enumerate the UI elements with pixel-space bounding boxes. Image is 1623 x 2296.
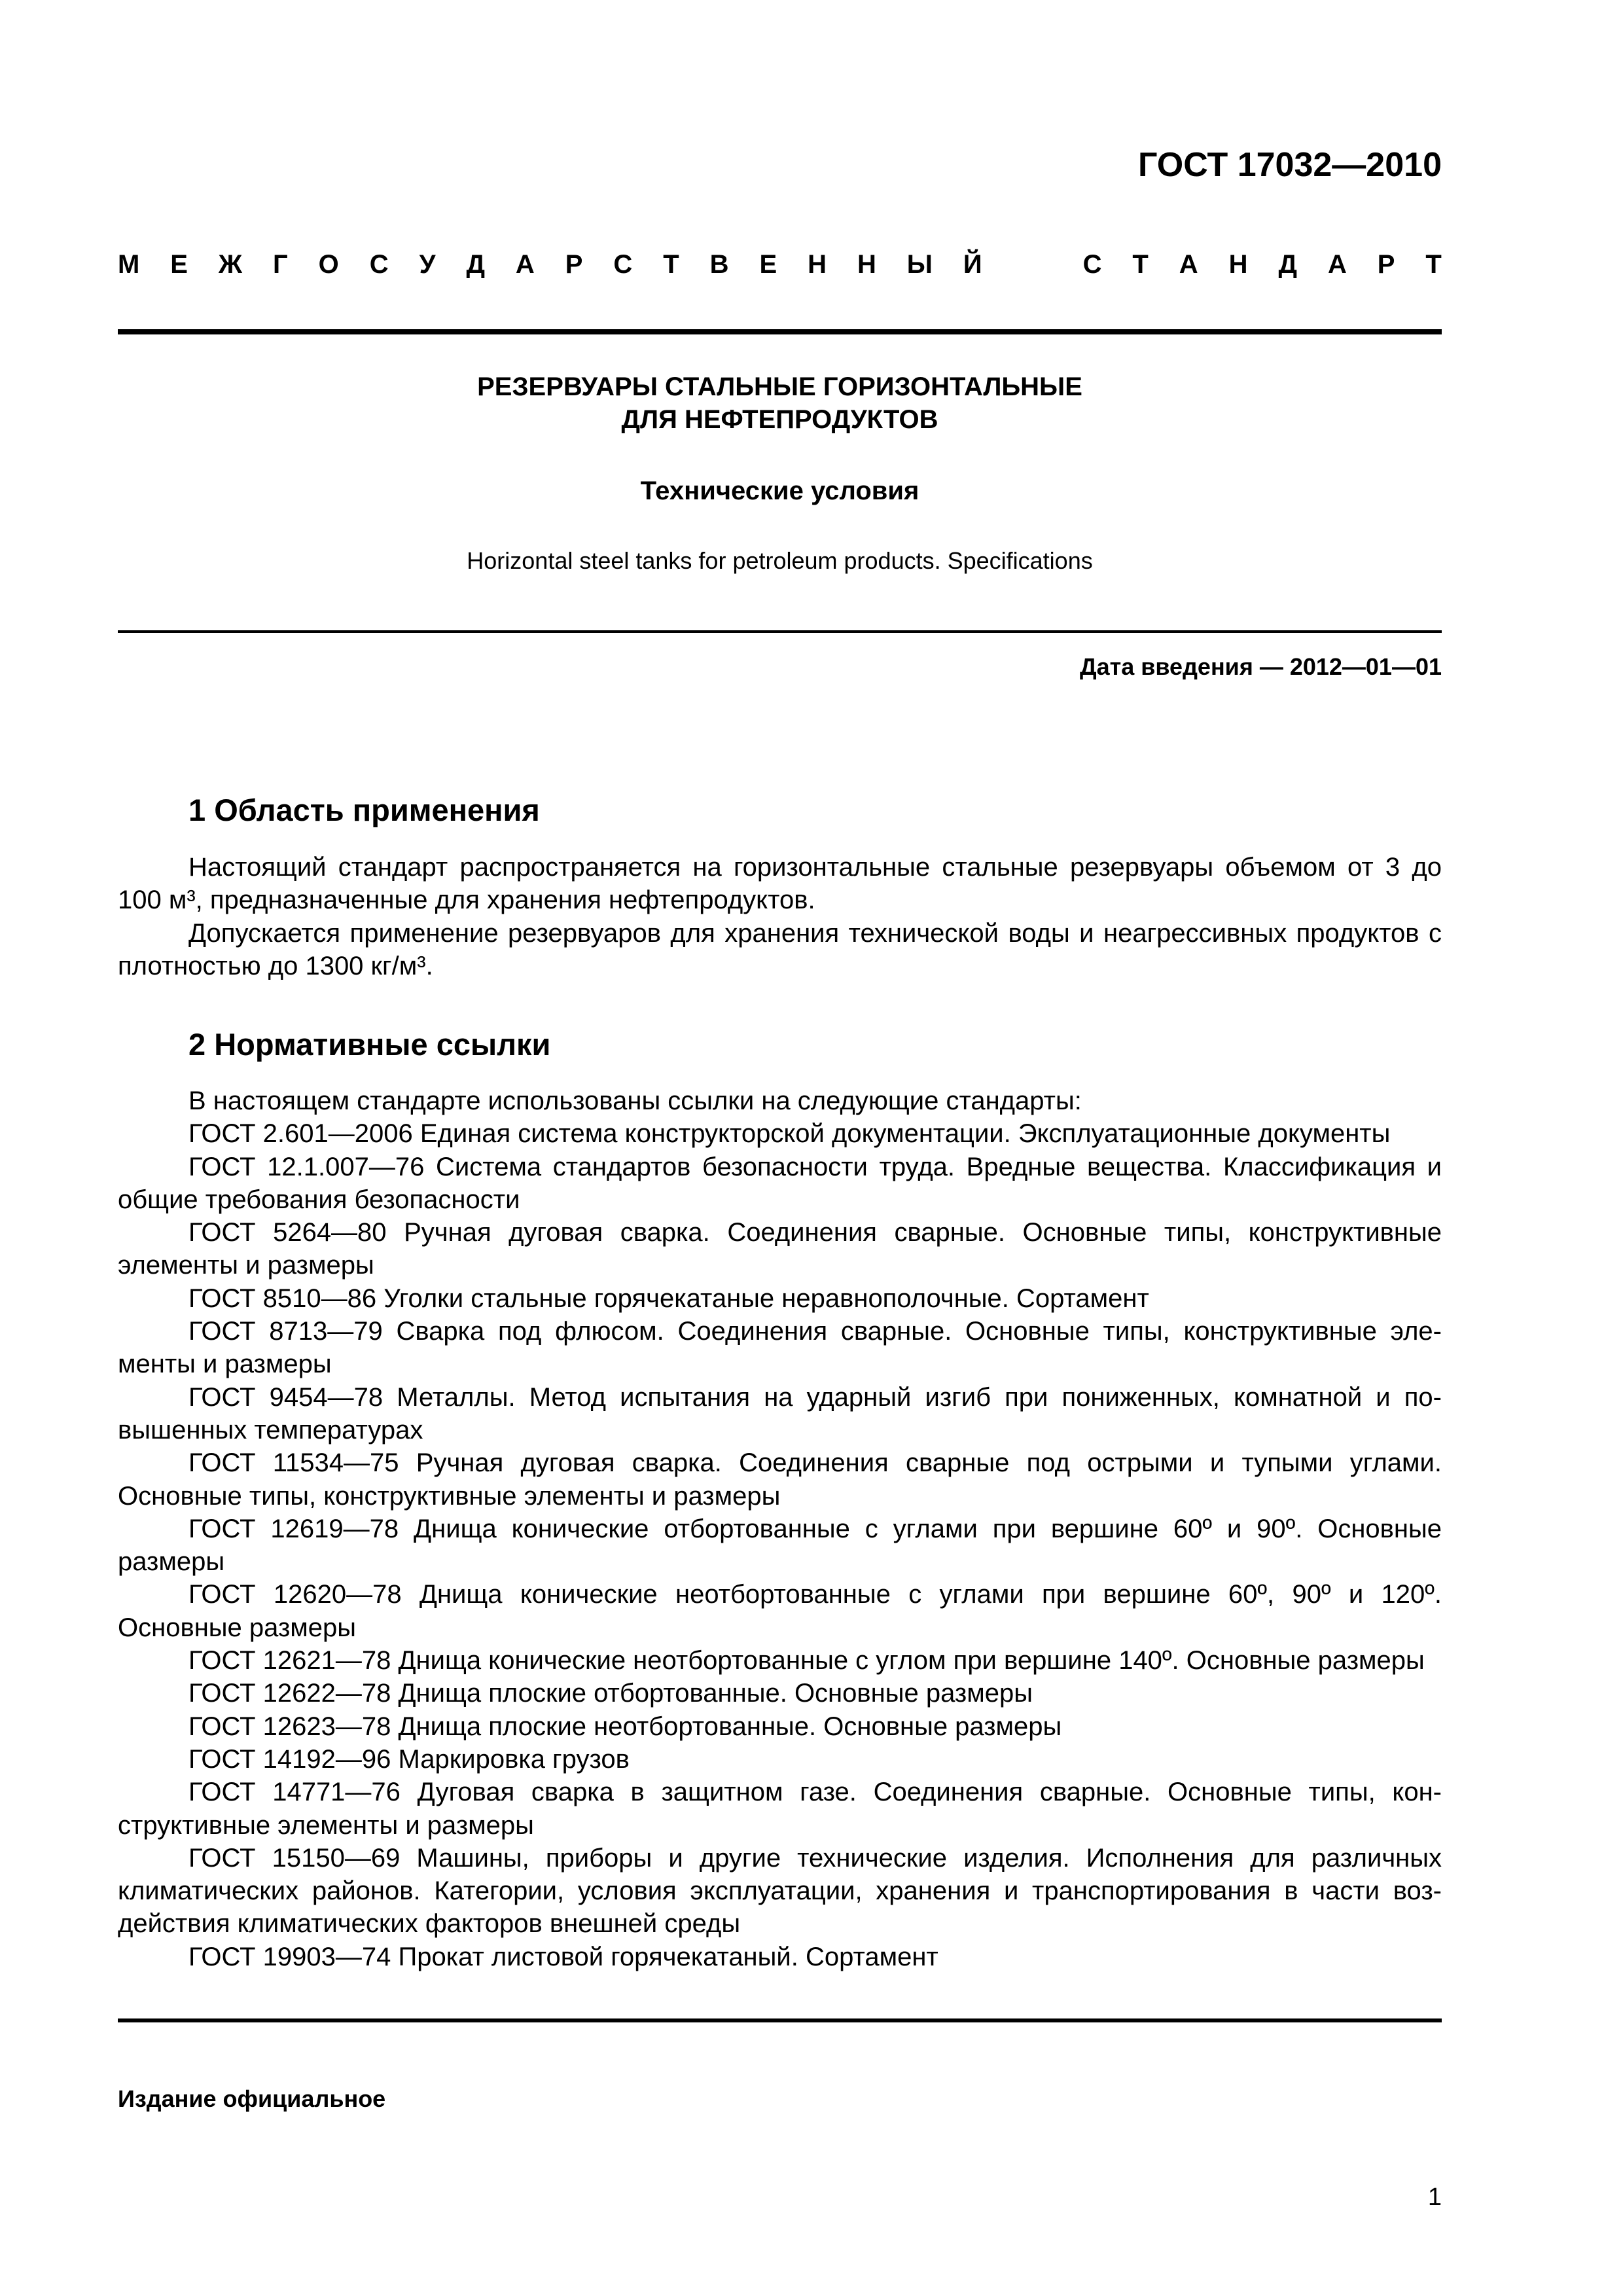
interstate-letter: О [318,250,339,279]
reference-item: ГОСТ 12621—78 Днища конические неотбортованные с углом при вершине 140º. Основные размеры [188,1646,1425,1676]
official-edition-label: Издание официальное [118,2085,386,2112]
interstate-letter: Д [466,250,485,279]
interstate-letter: А [1327,250,1347,279]
document-subtitle: Технические условия [640,476,919,505]
interstate-letter: Й [963,250,982,279]
interstate-letter: Т [1425,250,1442,279]
interstate-letter: Т [663,250,679,279]
footer-divider [118,2018,1442,2022]
document-title [118,370,1442,436]
introduction-date: Дата введения — 2012—01—01 [1079,653,1442,680]
reference-item: ГОСТ 12622—78 Днища плоские отбортованные. Основные размеры [188,1679,1033,1708]
reference-item: ГОСТ 2.601—2006 Единая система конструкторской документации. Эксплуатационные документы [188,1119,1391,1149]
section-1-body [118,851,1442,982]
references-intro: В настоящем стандарте использованы ссылки на следующие стандарты: [188,1086,1082,1115]
interstate-letter: Е [170,250,188,279]
reference-item: ГОСТ 9454—78 Металлы. Метод испытания на ударный изгиб при пониженных, комнатной и повышенных температурах [118,1382,1442,1444]
reference-item: ГОСТ 14771—76 Дуговая сварка в защитном газе. Соединения сварные. Основные типы, конструктивные элементы и размеры [118,1778,1442,1840]
interstate-letter: Т [1132,250,1149,279]
interstate-letter: Е [759,250,777,279]
interstate-letter: М [118,250,140,279]
interstate-letter: Н [808,250,827,279]
section-2-heading: 2 Нормативные ссылки [188,1027,551,1062]
interstate-standard-label [118,250,1442,279]
title-divider [118,630,1442,633]
section-1-heading: 1 Область применения [188,793,540,827]
reference-item: ГОСТ 12619—78 Днища конические отбортованные с углами при вершине 60º и 90º. Основные размеры [118,1514,1442,1577]
reference-item: ГОСТ 12620—78 Днища конические неотбортованные с углами при вершине 60º, 90º и 120º. Основные размеры [118,1580,1442,1642]
interstate-letter: Ж [218,250,243,279]
page-number: 1 [1427,2183,1442,2211]
interstate-letter: В [709,250,729,279]
interstate-letter: Н [857,250,876,279]
interstate-letter: С [613,250,633,279]
paragraph: Настоящий стандарт распространяется на горизонтальные стальные резервуары объемом от 3 до 100 м³, предназначенные для хранения нефтепродуктов. [118,853,1442,915]
title-line-1: РЕЗЕРВУАРЫ СТАЛЬНЫЕ ГОРИЗОНТАЛЬНЫЕ [477,372,1082,401]
document-number: ГОСТ 17032—2010 [1138,146,1442,184]
reference-item: ГОСТ 14192—96 Маркировка грузов [188,1744,630,1774]
interstate-letter: Ы [906,250,933,279]
interstate-letter: А [1179,250,1198,279]
paragraph: Допускается применение резервуаров для хранения технической воды и неагрессивных продуктов с плотностью до 1300 кг/м³. [118,918,1442,980]
reference-item: ГОСТ 19903—74 Прокат листовой горячекатаный. Сортамент [188,1942,938,1971]
section-2-body [118,1085,1442,1973]
reference-item: ГОСТ 8510—86 Уголки стальные горячекатаные неравнополочные. Сортамент [188,1283,1149,1313]
interstate-letter: Н [1228,250,1248,279]
interstate-letter: Р [565,250,583,279]
interstate-letter: Г [273,250,288,279]
reference-item: ГОСТ 12.1.007—76 Система стандартов безопасности труда. Вредные вещества. Классификация и общие требования безопасности [118,1152,1442,1214]
interstate-letter: С [369,250,389,279]
reference-item: ГОСТ 12623—78 Днища плоские неотбортованные. Основные размеры [188,1712,1062,1741]
reference-item: ГОСТ 8713—79 Сварка под флюсом. Соединения сварные. Основные типы, конструктивные элементы и размеры [118,1317,1442,1379]
header-divider [118,329,1442,334]
interstate-letter: С [1082,250,1102,279]
interstate-letter: А [515,250,535,279]
title-line-2: ДЛЯ НЕФТЕПРОДУКТОВ [621,405,938,434]
interstate-letter: Р [1377,250,1395,279]
interstate-letter: У [419,250,436,279]
reference-item: ГОСТ 11534—75 Ручная дуговая сварка. Соединения сварные под острыми и тупыми углами. Основные типы, конструктивные элементы и размеры [118,1448,1442,1511]
english-title: Horizontal steel tanks for petroleum products. Specifications [467,547,1093,574]
interstate-letter: Д [1278,250,1297,279]
reference-item: ГОСТ 15150—69 Машины, приборы и другие технические изделия. Исполнения для различных климатических районов. Категории, условия эксплуатации, хранения и транспортирования в части воздействия климатических факторов внешней среды [118,1843,1442,1939]
reference-item: ГОСТ 5264—80 Ручная дуговая сварка. Соединения сварные. Основные типы, конструктивные элементы и размеры [118,1218,1442,1280]
interstate-letter [1013,250,1052,279]
